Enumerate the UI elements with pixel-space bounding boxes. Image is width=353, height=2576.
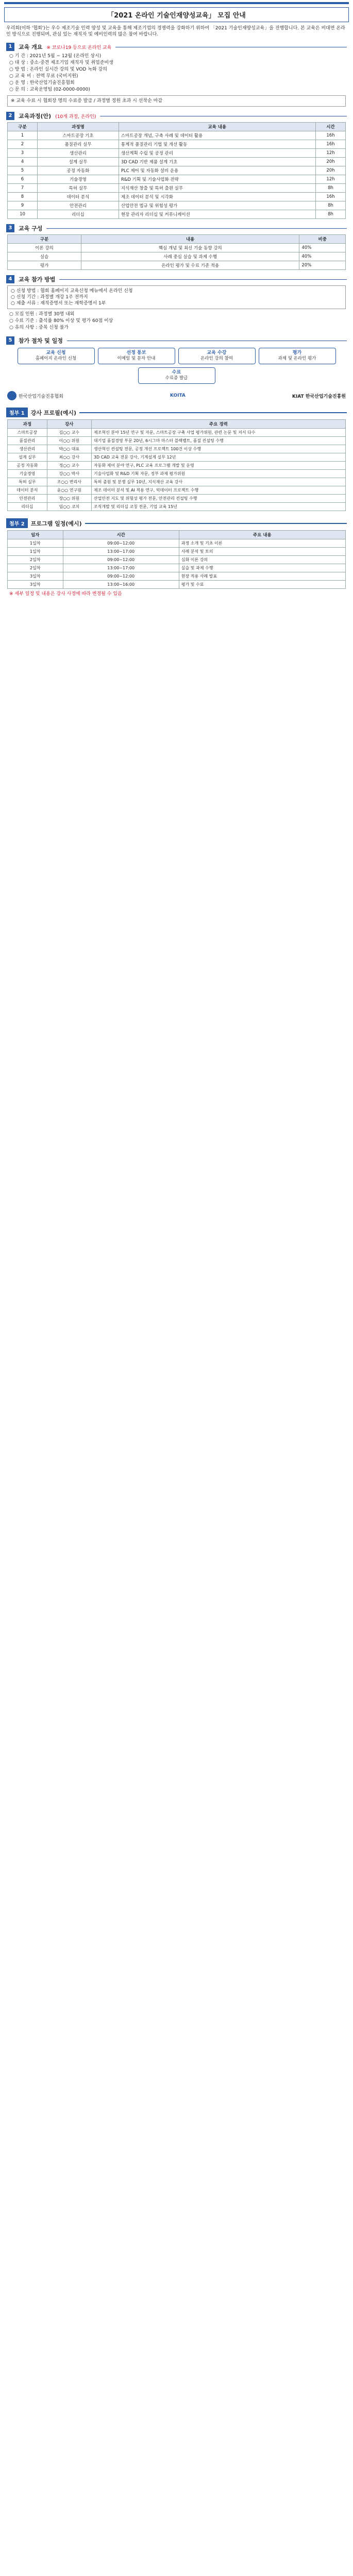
schedule-row [8,548,346,556]
section-note: ※ 코로나19 등으로 온라인 교육 [46,45,112,50]
schedule-cell: 2일차 [8,564,63,572]
instructor-cell: 김○○ 교수 [47,429,91,437]
instructor-cell: 안전관리 [8,495,47,503]
section-2-header [6,112,347,120]
instructor-cell: 조직개발 및 리더십 코칭 전문, 기업 교육 15년 [91,503,345,511]
attachment-divider [85,523,347,524]
process-step-title: 수료 [172,370,181,375]
attachment-tag: 첨부 2 [6,518,28,528]
process-step-title: 평가 [292,350,302,355]
course-table [7,122,346,219]
instructor-cell: 특허 실무 [8,478,47,486]
course-cell: 데이터 분석 [38,193,119,201]
schedule-table-wrapper [7,530,346,589]
course-row [8,184,346,193]
course-cell: R&D 기획 및 기술사업화 전략 [119,175,315,184]
logo-mid-text: KOITA [170,393,186,398]
course-cell: 9 [8,201,38,210]
section-number: 3 [6,224,14,232]
section-4-header [6,275,347,283]
composition-header-cell: 비중 [299,235,346,244]
instructor-header-cell: 강사 [47,420,91,429]
process-step [98,348,175,364]
process-step-title: 교육 신청 [46,350,66,355]
attachment-title: 프로그램 일정(예시) [30,520,82,527]
logo-row [7,391,346,400]
composition-cell: 실습 [8,252,81,261]
section-note: (10개 과정, 온라인) [55,114,96,120]
process-step [178,348,256,364]
overview-item: ○ 운 영 : 한국산업기술진흥협회 [9,80,75,86]
instructor-cell: 공정 자동화 [8,462,47,470]
course-cell: 8h [315,201,345,210]
schedule-row [8,572,346,581]
instructor-header-cell: 과정 [8,420,47,429]
course-cell: 16h [315,193,345,201]
logo-right-text: KIAT 한국산업기술진흥원 [292,394,346,399]
section-title: 교육 참가 방법 [19,276,56,283]
page [0,2,353,2576]
composition-table [7,234,346,270]
course-cell: 특허 실무 [38,184,119,193]
process-step-desc: 수료증 발급 [165,376,188,381]
intro-text: 우리회(이하 '협회')는 우수 제조기술 인력 양성 및 교육을 통해 제조기업의 경쟁력을 강화하기 위하여 「2021 기술인재양성교육」을 진행합니다. 본 교육은 비대면 온라인 방식으로 진행되며, 관심 있는 재직자 및 예비인력의 많은 참여 바랍니다. [6,26,345,37]
course-cell: 품질관리 실무 [38,140,119,149]
schedule-cell: 09:00~12:00 [63,572,179,581]
attachment-2-header [6,518,347,528]
schedule-cell: 실습 및 과제 수행 [179,564,345,572]
apply-item: ○ 수료 기준 : 출석률 80% 이상 및 평가 60점 이상 [9,318,113,324]
section-title: 참가 절차 및 일정 [19,337,63,344]
section-number: 4 [6,275,14,283]
composition-cell: 평가 [8,261,81,270]
composition-cell: 40% [299,252,346,261]
schedule-cell: 13:00~17:00 [63,548,179,556]
composition-cell: 온라인 평가 및 수료 기준 적용 [81,261,299,270]
composition-cell: 이론 강의 [8,244,81,252]
instructor-cell: 조○○ 변리사 [47,478,91,486]
composition-cell: 40% [299,244,346,252]
schedule-cell: 사례 분석 및 토의 [179,548,345,556]
instructor-cell: 품질관리 [8,437,47,445]
course-row [8,158,346,166]
course-cell: 스마트공장 개념, 구축 사례 및 데이터 활용 [119,131,315,140]
section-number: 2 [6,112,14,120]
section-number: 1 [6,43,14,51]
course-header-cell: 교육 내용 [119,123,315,131]
course-cell: 산업안전 법규 및 위험성 평가 [119,201,315,210]
composition-header-cell: 내용 [81,235,299,244]
instructor-row [8,503,346,511]
course-cell: 현장 관리자 리더십 및 커뮤니케이션 [119,210,315,219]
overview-item: ○ 방 법 : 온라인 실시간 강의 및 VOD 녹화 강의 [9,67,107,72]
apply-list [9,311,344,331]
instructor-row [8,453,346,462]
instructor-cell: 이○○ 위원 [47,437,91,445]
process-step [259,348,336,364]
instructor-cell: 산업안전 지도 및 위험성 평가 전문, 안전관리 컨설팅 수행 [91,495,345,503]
apply-item: ○ 유의 사항 : 중복 신청 불가 [9,325,69,330]
course-header-cell: 구분 [8,123,38,131]
course-cell: 8 [8,193,38,201]
course-cell: 생산계획 수립 및 공정 관리 [119,149,315,158]
schedule-header-cell: 주요 내용 [179,531,345,539]
schedule-header-cell: 일자 [8,531,63,539]
schedule-header-cell: 시간 [63,531,179,539]
schedule-cell: 1일차 [8,539,63,548]
section-5-header [6,336,347,345]
top-accent-bar [4,2,349,4]
course-cell: 5 [8,166,38,175]
schedule-cell: 09:00~12:00 [63,556,179,564]
schedule-cell: 3일차 [8,581,63,589]
course-cell: 설계 실무 [38,158,119,166]
course-cell: 20h [315,166,345,175]
logo-right [292,393,346,399]
course-row [8,166,346,175]
schedule-table [7,530,346,589]
course-row [8,175,346,184]
instructor-row [8,445,346,453]
schedule-cell: 과정 소개 및 기초 이론 [179,539,345,548]
course-cell: 6 [8,175,38,184]
section-3-header [6,224,347,232]
overview-item: ○ 문 의 : 교육운영팀 (02-0000-0000) [9,87,90,92]
course-cell: 16h [315,131,345,140]
course-header-cell: 시간 [315,123,345,131]
attachment-1-header [6,408,347,417]
course-cell: 스마트공장 기초 [38,131,119,140]
overview-list [9,53,344,93]
instructor-row [8,462,346,470]
instructor-cell: 기술사업화 및 R&D 기획 자문, 정부 과제 평가위원 [91,470,345,478]
course-row [8,131,346,140]
logo-left [7,391,63,400]
course-cell: 리더십 [38,210,119,219]
attachment-title: 강사 프로필(예시) [30,409,77,416]
instructor-cell: 스마트공장 [8,429,47,437]
course-row [8,149,346,158]
schedule-cell: 심화 이론 강의 [179,556,345,564]
instructor-cell: 박○○ 대표 [47,445,91,453]
schedule-cell: 13:00~17:00 [63,564,179,572]
instructor-cell: 설계 실무 [8,453,47,462]
instructor-row [8,478,346,486]
schedule-cell: 평가 및 수료 [179,581,345,589]
composition-header-cell: 구분 [8,235,81,244]
instructor-cell: 특허 출원 및 분쟁 실무 10년, 지식재산 교육 강사 [91,478,345,486]
composition-cell: 20% [299,261,346,270]
section-divider [46,228,347,229]
course-cell: 안전관리 [38,201,119,210]
instructor-row [8,470,346,478]
instructor-row [8,437,346,445]
process-step-title: 교육 수강 [207,350,227,355]
instructor-cell: 윤○○ 연구원 [47,486,91,495]
course-cell: 제조 데이터 분석 및 시각화 [119,193,315,201]
apply-box: ○ 신청 방법 : 협회 홈페이지 교육신청 메뉴에서 온라인 신청 ○ 신청 기간 : 과정별 개강 1주 전까지 ○ 제출 서류 : 재직증명서 또는 재학증명서 1부 [7,285,346,309]
overview-item: ○ 교 육 비 : 전액 무료 (국비지원) [9,74,78,79]
section-divider [59,279,347,280]
instructor-cell: 제조혁신 분야 15년 연구 및 자문, 스마트공장 구축 사업 평가위원, 관련 논문 및 저서 다수 [91,429,345,437]
instructor-cell: 최○○ 강사 [47,453,91,462]
instructor-row [8,495,346,503]
course-cell: 8h [315,210,345,219]
org-logo-icon [7,391,16,400]
instructor-cell: 생산혁신 컨설팅 전문, 공정 개선 프로젝트 100건 이상 수행 [91,445,345,453]
instructor-cell: 자동화 제어 분야 연구, PLC 교육 프로그램 개발 및 운영 [91,462,345,470]
instructor-table-wrapper [7,419,346,511]
course-cell: 12h [315,149,345,158]
section-title: 교육과정(안) [19,113,52,120]
logo-left-text: 한국산업기술진흥협회 [19,394,63,399]
course-cell: 8h [315,184,345,193]
process-diagram [7,348,346,384]
schedule-row [8,539,346,548]
composition-cell: 핵심 개념 및 최신 기술 동향 강의 [81,244,299,252]
schedule-row [8,564,346,572]
instructor-row [8,486,346,495]
page-title: 「2021 온라인 기술인재양성교육」 모집 안내 [4,7,349,22]
process-step-title: 선정 통보 [126,350,146,355]
process-step [138,367,215,384]
course-cell: 16h [315,140,345,149]
instructor-cell: 장○○ 위원 [47,495,91,503]
schedule-row [8,556,346,564]
instructor-cell: 대기업 품질경영 부문 20년, 6시그마 마스터 블랙벨트, 품질 컨설팅 수행 [91,437,345,445]
schedule-cell: 3일차 [8,572,63,581]
section-1-header [6,43,347,51]
course-cell: 4 [8,158,38,166]
overview-item: ○ 기 간 : 2021년 5월 ~ 12월 (온라인 상시) [9,54,102,59]
apply-item: ○ 모집 인원 : 과정별 30명 내외 [9,312,75,317]
instructor-cell: 리더십 [8,503,47,511]
course-cell: 지식재산 창출 및 특허 출원 실무 [119,184,315,193]
instructor-cell: 정○○ 교수 [47,462,91,470]
course-table-wrapper [7,122,346,219]
course-row [8,201,346,210]
footnote: ※ 세부 일정 및 내용은 강사 사정에 따라 변경될 수 있음 [9,591,122,597]
schedule-row [8,581,346,589]
composition-cell: 사례 중심 실습 및 과제 수행 [81,252,299,261]
course-cell: 1 [8,131,38,140]
schedule-cell: 현장 적용 사례 발표 [179,572,345,581]
instructor-table [7,419,346,511]
overview-item: ○ 대 상 : 중소·중견 제조기업 재직자 및 취업준비생 [9,60,113,65]
instructor-cell: 3D CAD 교육 전문 강사, 기계설계 실무 12년 [91,453,345,462]
instructor-cell: 데이터 분석 [8,486,47,495]
section-number: 5 [6,336,14,345]
course-cell: 20h [315,158,345,166]
schedule-cell: 13:00~16:00 [63,581,179,589]
section-title: 교육 개요 [19,44,43,50]
process-step-desc: 과제 및 온라인 평가 [278,356,316,361]
course-cell: 3D CAD 기반 제품 설계 기초 [119,158,315,166]
composition-row [8,252,346,261]
attachment-divider [79,412,347,413]
instructor-cell: 제조 데이터 분석 및 AI 적용 연구, 빅데이터 프로젝트 수행 [91,486,345,495]
course-header-cell: 과정명 [38,123,119,131]
schedule-cell: 09:00~12:00 [63,539,179,548]
course-row [8,210,346,219]
course-cell: 통계적 품질관리 기법 및 개선 활동 [119,140,315,149]
course-cell: PLC 제어 및 자동화 설비 운용 [119,166,315,175]
instructor-cell: 기술경영 [8,470,47,478]
course-cell: 7 [8,184,38,193]
course-cell: 3 [8,149,38,158]
schedule-cell: 2일차 [8,556,63,564]
schedule-cell: 1일차 [8,548,63,556]
overview-notice-box: ※ 교육 수료 시 협회장 명의 수료증 발급 / 과정별 정원 초과 시 선착순 마감 [7,95,346,107]
instructor-cell: 강○○ 박사 [47,470,91,478]
section-title: 교육 구성 [19,225,43,232]
logo-mid [170,393,186,398]
course-cell: 2 [8,140,38,149]
composition-row [8,261,346,270]
process-step-desc: 이메일 및 문자 안내 [117,356,156,361]
composition-table-wrapper [7,234,346,270]
composition-row [8,244,346,252]
process-step-desc: 홈페이지 온라인 신청 [35,356,77,361]
instructor-row [8,429,346,437]
process-step [18,348,95,364]
process-step-desc: 온라인 강의 참여 [200,356,233,361]
course-row [8,140,346,149]
course-cell: 생산관리 [38,149,119,158]
course-cell: 기술경영 [38,175,119,184]
course-row [8,193,346,201]
instructor-cell: 임○○ 코치 [47,503,91,511]
course-cell: 공정 자동화 [38,166,119,175]
attachment-tag: 첨부 1 [6,408,28,417]
instructor-cell: 생산관리 [8,445,47,453]
course-cell: 12h [315,175,345,184]
course-cell: 10 [8,210,38,219]
instructor-header-cell: 주요 경력 [91,420,345,429]
